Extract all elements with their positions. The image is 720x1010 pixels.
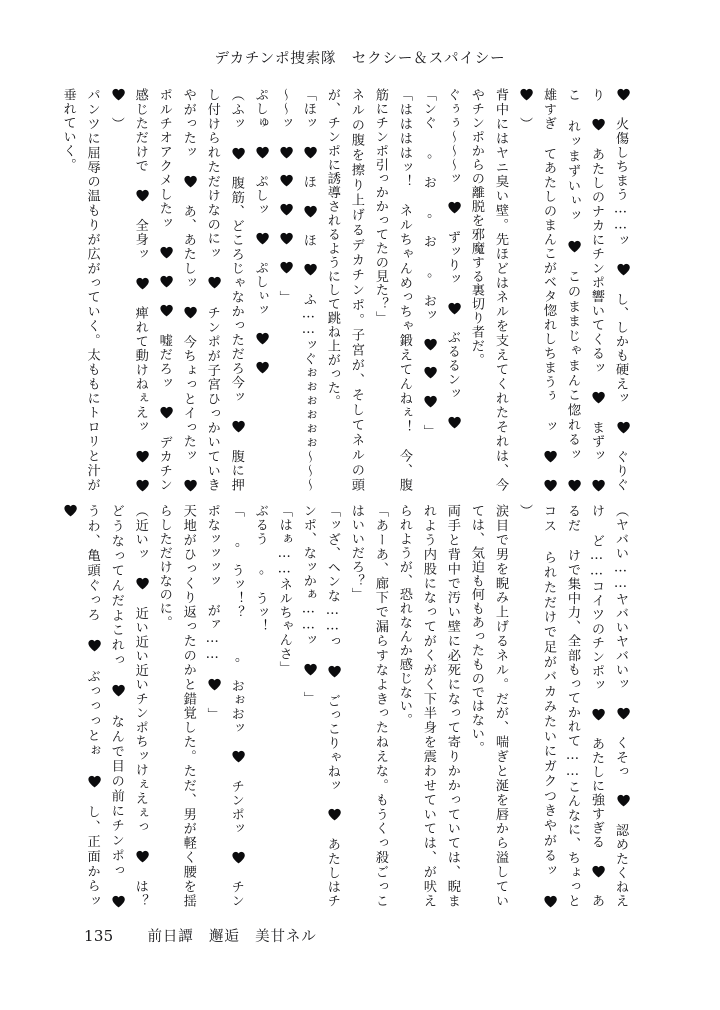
body-text-block-upper (60, 88, 632, 493)
paragraph: 「ははははッ！ ネルちゃんめっちゃ鍛えてんねぇ！ 今、腹筋にチンポ引っかかってたの見た？」 (372, 88, 412, 492)
heart-icon (305, 205, 318, 218)
heart-icon (257, 146, 270, 159)
heart-icon (257, 232, 270, 245)
heart-icon (233, 147, 246, 160)
page-footer (84, 925, 644, 946)
heart-icon (113, 684, 126, 697)
paragraph: ぷしゅ ぷしッ ぷしぃッ (248, 88, 272, 492)
heart-icon (545, 895, 558, 908)
heart-icon (281, 232, 294, 245)
heart-icon (329, 808, 342, 821)
heart-icon (329, 665, 342, 678)
heart-icon (137, 577, 150, 590)
heart-icon (617, 421, 630, 434)
heart-icon (593, 479, 606, 492)
paragraph: ぶるう ｡ うッ！ (252, 504, 268, 634)
paragraph: 「 ｡ うッ！？ ｡ おぉおッ チンポッ チンポなッッッッ がァ…… 」 (200, 504, 248, 908)
paragraph: （ヤバい……ヤバいヤバいッ くそっ 認めたくねえけ ど……コイツのチンポッ あたしに強すぎる あるだ けで集中力、全部もってかれて……こんなに、ちょっとコス られただけで足がバカみたいにガクつきやがるッ ） (512, 504, 632, 908)
heart-icon (449, 302, 462, 315)
heart-icon (305, 146, 318, 159)
heart-icon (185, 306, 198, 319)
heart-icon (617, 88, 630, 101)
heart-icon (593, 865, 606, 878)
chapter-title: 前日譚 邂逅 美甘ネル (147, 929, 317, 945)
heart-icon (233, 750, 246, 763)
paragraph: 「あーあ、廊下で漏らすなよきったねえな。もうくっ殺ごっこはいいだろ？」 (348, 504, 388, 908)
heart-icon (281, 146, 294, 159)
heart-icon (617, 263, 630, 276)
heart-icon (113, 88, 126, 101)
heart-icon (617, 707, 630, 720)
heart-icon (569, 479, 582, 492)
heart-icon (617, 794, 630, 807)
heart-icon (281, 174, 294, 187)
heart-icon (161, 304, 174, 317)
heart-icon (545, 450, 558, 463)
heart-icon (305, 263, 318, 276)
heart-icon (305, 663, 318, 676)
heart-icon (449, 201, 462, 214)
paragraph: 涙目で男を睨み上げるネル。だが、喘ぎと涎を唇から溢していては、気迫も何もあったものではない。 (468, 504, 508, 908)
heart-icon (137, 189, 150, 202)
heart-icon (161, 406, 174, 419)
heart-icon (425, 366, 438, 379)
paragraph: 「はぁ……ネルちゃんさ」 (276, 504, 292, 675)
heart-icon (257, 361, 270, 374)
paragraph: 火傷しちまう……ッ し、しかも硬えッ ぐりぐり あたしのナカにチンポ響いてくるッ まずッ こ れッまずいぃッ このままじゃまんこ惚れるッ 雄すぎ てあたしのまんこがベタ惚れしちまうぅ ッ ） (512, 88, 632, 492)
running-header: デカチンポ捜索隊 セクシー＆スパイシー (214, 51, 506, 67)
paragraph: 天地がひっくり返ったのかと錯覚した。ただ、男が軽く腰を揺らしただけなのに。 (156, 504, 196, 908)
heart-icon (209, 276, 222, 289)
heart-icon (185, 175, 198, 188)
paragraph: 「ッざ、ヘンな……っ ごっこりゃねッ あたしはチンポ、なッかぁ……ッ 」 (296, 504, 344, 908)
paragraph: 背中にはヤニ臭い壁。先ほどはネルを支えてくれたそれは、今やチンポからの離脱を邪魔する裏切り者だ。 (468, 88, 508, 492)
heart-icon (449, 416, 462, 429)
page-number: 135 (84, 927, 114, 945)
heart-icon (569, 240, 582, 253)
heart-icon (281, 261, 294, 274)
heart-icon (89, 775, 102, 788)
paragraph: 両手と背中で汚い壁に必死になって寄りかかっていては、睨まれよう内股になってがくがく下半身を震わせていては、が吠えられようが、恐れなんか感じない。 (396, 504, 460, 908)
paragraph: パンツに屈辱の温もりが広がっていく。太ももにトロリと汁が垂れていく。 (60, 88, 100, 492)
heart-icon (593, 118, 606, 131)
paragraph: ネルの腹を擦り上げるデカチンポ。子宮が、そしてネルの頭が、チンポに誘導されるようにして跳ね上がった。 (324, 88, 364, 492)
paragraph: （ふッ 腹筋、どころじゃなかっただろ今ッ 腹に押し付けられただけなのにッ チンポが子宮ひっかいていきやがったッ あ、あたしッ 今ちょっとイったッ ポルチオアクメしたッ 嘘だろッ デカチン感じただけで 全身ッ 痺れて動けねぇえッ ） (104, 88, 248, 492)
heart-icon (593, 708, 606, 721)
heart-icon (281, 203, 294, 216)
paragraph: 「ンぐ ｡ お ｡ お ｡ おッ 」 (416, 88, 440, 492)
heart-icon (425, 338, 438, 351)
heart-icon (209, 678, 222, 691)
heart-icon (425, 395, 438, 408)
heart-icon (137, 450, 150, 463)
heart-icon (137, 850, 150, 863)
heart-icon (161, 246, 174, 259)
heart-icon (593, 391, 606, 404)
heart-icon (185, 479, 198, 492)
heart-icon (137, 479, 150, 492)
heart-icon (137, 277, 150, 290)
heart-icon (65, 504, 78, 517)
heart-icon (545, 479, 558, 492)
heart-icon (257, 332, 270, 345)
paragraph: 「ほッ ほ ほ ふ……ッぐぉぉぉぉぉぉ～～～～～ッ 」 (272, 88, 320, 492)
heart-icon (521, 88, 534, 101)
body-text-block-lower (84, 504, 632, 909)
paragraph: ぐぅぅ～～～ッ ずッりッ ぶるるンッ (440, 88, 464, 492)
heart-icon (161, 275, 174, 288)
heart-icon (113, 895, 126, 908)
heart-icon (233, 851, 246, 864)
heart-icon (89, 639, 102, 652)
heart-icon (233, 420, 246, 433)
paragraph: （近いッ 近い近い近いチンポちッけぇえぇっ は？ どうなってんだよこれっ なんで目の前にチンポっ うわ、亀頭ぐっろ ぶっっっとぉ し、正面からッ (56, 504, 152, 908)
